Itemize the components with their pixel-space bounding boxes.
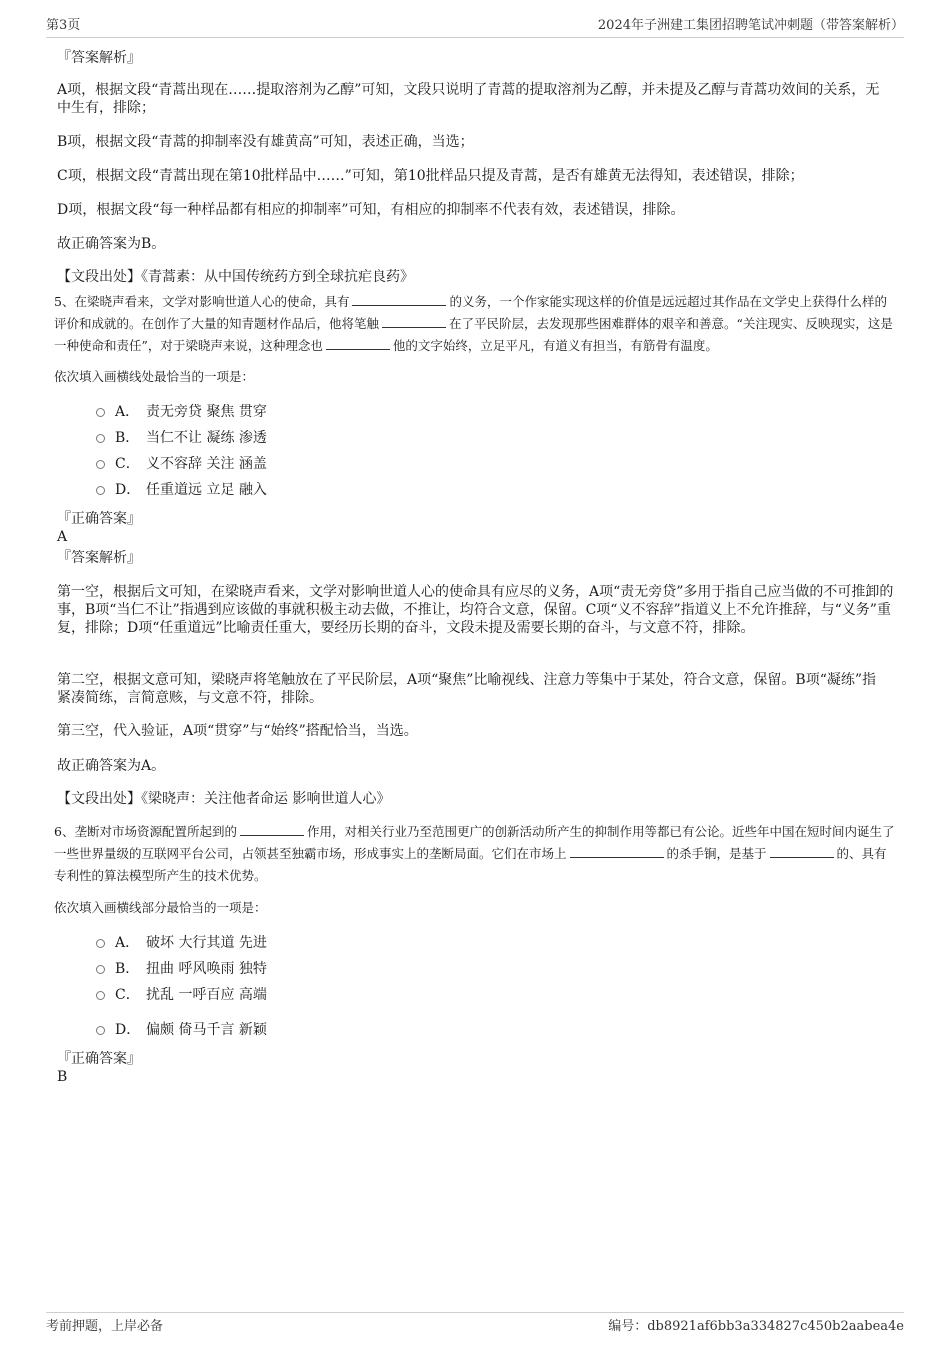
q5-answer-label: 『正确答案』 [57, 511, 141, 527]
q5-option-a[interactable]: A． 责无旁贷 聚焦 贯穿 [96, 403, 267, 421]
q5-option-d[interactable]: D． 任重道远 立足 融入 [96, 481, 267, 499]
document-code: 编号：db8921af6bb3a334827c450b2aabea4e [608, 1319, 904, 1334]
q5-analysis-p1: 第一空，根据后文可知，在梁晓声看来，文学对影响世道人心的使命具有应尽的义务，A项“责无旁贷”多用于指自己应当做的不可推卸的事，B项“当仁不让”指遇到应该做的事就积极主动去做，不推让，均符合文意，保留。C项“义不容辞”指道义上不允许推辞，与“义务”重复，排除；D项“任重道远”比喻责任重大，要经历长期的奋斗，文段未提及需要长期的奋斗，与文意不符，排除。 [57, 584, 894, 636]
q5-conclusion: 故正确答案为A。 [57, 758, 166, 774]
radio-icon[interactable] [96, 408, 105, 417]
q5-stem: 5、在梁晓声看来，文学对影响世道人心的使命，具有 的义务，一个作家能实现这样的价值是远远超过其作品在文学史上获得什么样的评价和成就的。在创作了大量的知青题材作品后，他将笔触 在了平民阶层，去发现那些困难群体的艰辛和善意。“关注现实、反映现实，这是一种使命和责任”，对于梁晓声来说，这种理念也 他的文字始终，立足平凡，有道义有担当，有筋骨有温度。 [54, 294, 893, 353]
q6-stem: 6、垄断对市场资源配置所起到的 作用，对相关行业乃至范围更广的创新活动所产生的抑制作用等都已有公论。近些年中国在短时间内诞生了一些世界量级的互联网平台公司，占领甚至独霸市场，形成事实上的垄断局面。它们在市场上 的杀手锏，是基于 的、具有专利性的算法模型所产生的技术优势。 [54, 824, 895, 883]
q5-source: 【文段出处】《梁晓声：关注他者命运 影响世道人心》 [57, 791, 391, 807]
q6-prompt: 依次填入画横线部分最恰当的一项是： [54, 900, 267, 915]
q4-source: 【文段出处】《青蒿素：从中国传统药方到全球抗疟良药》 [57, 269, 414, 285]
radio-icon[interactable] [96, 965, 105, 974]
radio-icon[interactable] [96, 939, 105, 948]
radio-icon[interactable] [96, 1026, 105, 1035]
radio-icon[interactable] [96, 434, 105, 443]
q6-option-c[interactable]: C． 扰乱 一呼百应 高端 [96, 986, 267, 1004]
footer-slogan: 考前押题，上岸必备 [46, 1319, 164, 1334]
q4-analysis-d: D项，根据文段“每一种样品都有相应的抑制率”可知，有相应的抑制率不代表有效，表述错误，排除。 [57, 202, 685, 218]
q5-analysis-p2: 第二空，根据文意可知，梁晓声将笔触放在了平民阶层，A项“聚焦”比喻视线、注意力等集中于某处，符合文意，保留。B项“凝练”指紧凑简练，言简意赅，与文意不符，排除。 [57, 672, 877, 706]
q4-analysis-b: B项，根据文段“青蒿的抑制率没有雄黄高”可知，表述正确，当选； [57, 134, 474, 150]
q5-analysis-label: 『答案解析』 [57, 550, 141, 566]
q6-option-d[interactable]: D． 偏颇 倚马千言 新颖 [96, 1021, 267, 1039]
document-title: 2024年子洲建工集团招聘笔试冲刺题（带答案解析） [597, 18, 904, 33]
q5-analysis-p3: 第三空，代入验证，A项“贯穿”与“始终”搭配恰当，当选。 [57, 723, 418, 739]
q6-answer-label: 『正确答案』 [57, 1051, 141, 1067]
q5-option-b[interactable]: B． 当仁不让 凝练 渗透 [96, 429, 267, 447]
radio-icon[interactable] [96, 991, 105, 1000]
radio-icon[interactable] [96, 460, 105, 469]
q4-analysis-label: 『答案解析』 [57, 50, 141, 66]
q4-analysis-a: A项，根据文段“青蒿出现在……提取溶剂为乙醇”可知，文段只说明了青蒿的提取溶剂为乙醇，并未提及乙醇与青蒿功效间的关系，无中生有，排除； [57, 82, 880, 116]
page-footer [46, 1312, 904, 1334]
q5-prompt: 依次填入画横线处最恰当的一项是： [54, 369, 255, 384]
q6-option-a[interactable]: A． 破坏 大行其道 先进 [96, 934, 267, 952]
radio-icon[interactable] [96, 486, 105, 495]
q6-option-b[interactable]: B． 扭曲 呼风唤雨 独特 [96, 960, 267, 978]
q6-answer: B [57, 1069, 68, 1085]
page-number: 第3页 [46, 18, 81, 33]
page-header [46, 14, 904, 38]
q5-answer: A [57, 529, 68, 545]
q5-option-c[interactable]: C． 义不容辞 关注 涵盖 [96, 455, 267, 473]
q4-analysis-c: C项，根据文段“青蒿出现在第10批样品中……”可知，第10批样品只提及青蒿，是否有雄黄无法得知，表述错误，排除； [57, 168, 804, 184]
q4-conclusion: 故正确答案为B。 [57, 236, 166, 252]
